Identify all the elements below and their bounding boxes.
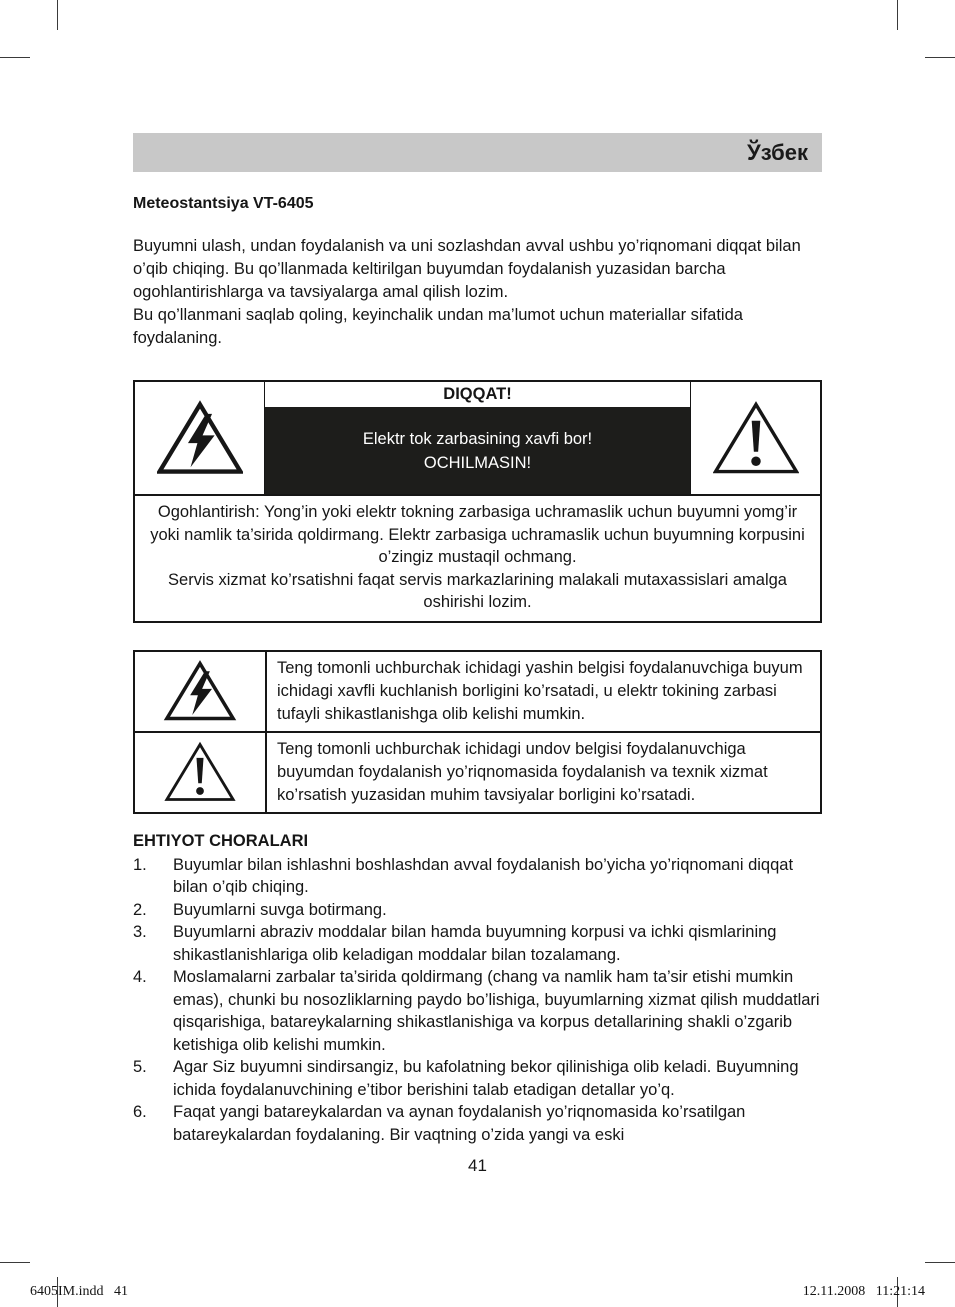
language-label: Ўзбек xyxy=(747,139,808,165)
crop-mark xyxy=(0,1262,30,1263)
lightning-triangle-icon xyxy=(135,382,264,494)
caution-line-2: Servis xizmat ko’rsatishni faqat servis markazlarining malakali mutaxassislari amalga oshirishi lozim. xyxy=(168,570,787,611)
list-item-number: 4. xyxy=(133,968,147,986)
list-item-text: Moslamalarni zarbalar ta’sirida qoldirmang (chang va namlik ham ta’sir etishi mumkin emas), chunki bu nosozliklarning paydo bo’lishiga, buyumlarning xizmat qilish muddatlari qisqarishiga, batareykalarning shikastlanishiga va korpus detallarining shakli o’zgarib ketishiga olib kelishi mumkin. xyxy=(173,968,820,1054)
warning-box-top xyxy=(135,382,820,494)
list-item-number: 3. xyxy=(133,923,147,941)
list-item xyxy=(133,921,822,966)
crop-mark xyxy=(57,0,58,30)
danger-line-1: Elektr tok zarbasining xavfi bor! xyxy=(362,429,593,448)
list-item-text: Buyumlarni abraziv moddalar bilan hamda buyumning korpusi va ichki qismlarining shikastlanishlariga olib keladigan moddalar bilan tozalamang. xyxy=(173,923,777,964)
warning-caution-text xyxy=(135,494,820,621)
danger-line-2: OCHILMASIN! xyxy=(423,453,532,472)
list-item xyxy=(133,966,822,1056)
print-slug-line xyxy=(30,1284,925,1300)
caution-line-1: Ogohlantirish: Yong’in yoki elektr tokning zarbasiga uchramaslik uchun buyumni yomg’ir yoki namlik ta’sirida qoldirmang. Elektr zarbasiga uchramaslik uchun buyumning korpusini o’zingiz mustaqil ochmang. xyxy=(150,503,805,566)
precautions-heading: EHTIYOT CHORALARI xyxy=(133,831,309,850)
precautions-list xyxy=(133,854,822,1147)
exclamation-triangle-icon xyxy=(135,733,265,812)
list-item-text: Agar Siz buyumni sindirsangiz, bu kafolatning bekor qilinishiga olib keladi. Buyumning ichida foydalanuvchining e’tibor berishini talab etadigan detallar yo’q. xyxy=(173,1058,799,1099)
warning-box xyxy=(133,380,822,623)
crop-mark xyxy=(0,57,30,58)
list-item xyxy=(133,899,822,922)
warning-box-center xyxy=(264,382,691,494)
symbol-description: Teng tomonli uchburchak ichidagi undov belgisi foydalanuvchiga buyumdan foydalanish yo’riqnomasida foydalanish va texnik xizmat ko’rsatish yuzasidan muhim tavsiyalar borligini ko’rsatadi. xyxy=(265,733,820,812)
warning-title: DIQQAT! xyxy=(443,385,512,403)
exclamation-triangle-icon xyxy=(691,382,820,494)
intro-text xyxy=(133,235,822,350)
slug-filename: 6405IM.indd 41 xyxy=(30,1284,128,1299)
table-row xyxy=(135,652,820,731)
language-header-bar xyxy=(133,133,822,172)
page-title: Meteostantsiya VT-6405 xyxy=(133,195,314,212)
list-item-number: 5. xyxy=(133,1058,147,1076)
slug-timestamp: 12.11.2008 11:21:14 xyxy=(802,1284,925,1299)
symbol-explanation-table xyxy=(133,650,822,814)
page-number: 41 xyxy=(468,1156,487,1175)
intro-paragraph-2: Bu qo’llanmani saqlab qoling, keyinchalik undan ma’lumot uchun materiallar sifatida foydalaning. xyxy=(133,306,743,347)
list-item-number: 2. xyxy=(133,900,147,919)
list-item-text: Buyumlarni suvga botirmang. xyxy=(173,900,387,919)
intro-paragraph-1: Buyumni ulash, undan foydalanish va uni sozlashdan avval ushbu yo’riqnomani diqqat bilan o’qib chiqing. Bu qo’llanmada keltirilgan buyumdan foydalanish yuzasidan barcha ogohlantirishlarga va tavsiyalarga amal qilish lozim. xyxy=(133,237,801,301)
table-row xyxy=(135,731,820,812)
list-item-text: Buyumlar bilan ishlashni boshlashdan avval foydalanish bo’yicha yo’riqnomani diqqat bilan o’qib chiqing. xyxy=(173,855,794,896)
danger-banner xyxy=(265,407,690,494)
crop-mark xyxy=(897,0,898,30)
list-item-number: 1. xyxy=(133,855,147,874)
list-item xyxy=(133,1101,822,1146)
crop-mark xyxy=(925,57,955,58)
list-item xyxy=(133,1056,822,1101)
list-item-number: 6. xyxy=(133,1103,147,1121)
page-content xyxy=(133,133,822,1176)
symbol-description: Teng tomonli uchburchak ichidagi yashin belgisi foydalanuvchiga buyum ichidagi xavfli kuchlanish borligini ko’rsatadi, u elektr tokining zarbasi tufayli shikastlanishga olib kelishi mumkin. xyxy=(265,652,820,731)
lightning-triangle-icon xyxy=(135,652,265,731)
list-item xyxy=(133,854,822,899)
crop-mark xyxy=(925,1262,955,1263)
list-item-text: Faqat yangi batareykalardan va aynan foydalanish yo’riqnomasida ko’rsatilgan batareykalardan foydalaning. Bir vaqtning o’zida yangi va eski xyxy=(173,1103,746,1144)
